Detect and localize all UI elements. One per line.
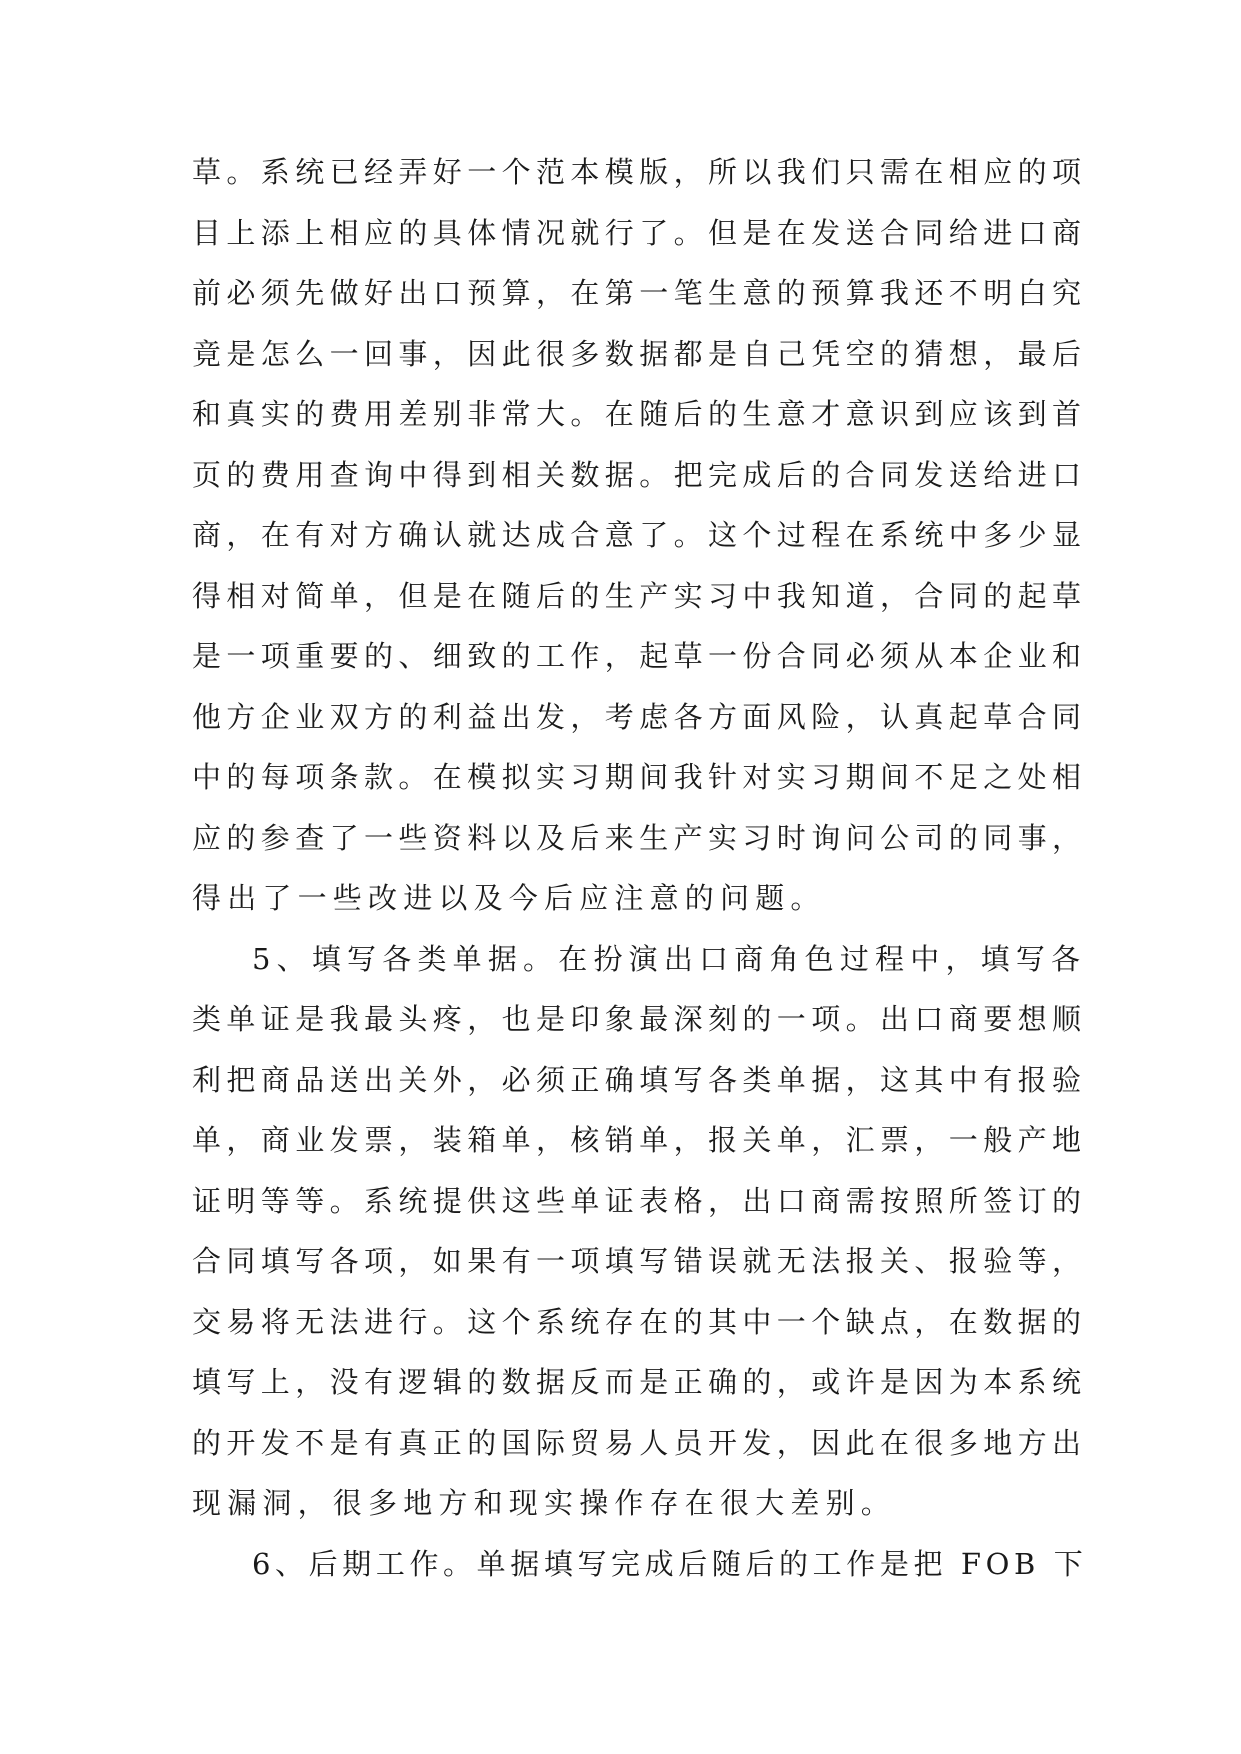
text-line-13: 得出了一些改进以及今后应注意的问题。 — [192, 881, 826, 915]
text-line-15: 类单证是我最头疼，也是印象最深刻的一项。出口商要想顺 — [192, 1002, 1087, 1036]
text-line-10: 他方企业双方的利益出发，考虑各方面风险，认真起草合同 — [192, 700, 1087, 734]
text-line-18: 证明等等。系统提供这些单证表格，出口商需按照所签订的 — [192, 1184, 1087, 1218]
text-line-16: 利把商品送出关外，必须正确填写各类单据，这其中有报验 — [192, 1063, 1087, 1097]
text-line-19: 合同填写各项，如果有一项填写错误就无法报关、报验等， — [192, 1244, 1087, 1278]
text-line-7: 商，在有对方确认就达成合意了。这个过程在系统中多少显 — [192, 518, 1087, 552]
text-line-23: 现漏洞，很多地方和现实操作存在很大差别。 — [192, 1486, 897, 1520]
text-line-20: 交易将无法进行。这个系统存在的其中一个缺点，在数据的 — [192, 1305, 1087, 1339]
text-line-3: 前必须先做好出口预算，在第一笔生意的预算我还不明白究 — [192, 276, 1087, 310]
text-line-12: 应的参查了一些资料以及后来生产实习时询问公司的同事， — [192, 821, 1087, 855]
text-line-11: 中的每项条款。在模拟实习期间我针对实习期间不足之处相 — [192, 760, 1087, 794]
text-line-22: 的开发不是有真正的国际贸易人员开发，因此在很多地方出 — [192, 1426, 1087, 1460]
text-line-5: 和真实的费用差别非常大。在随后的生意才意识到应该到首 — [192, 397, 1087, 431]
text-line-8: 得相对简单，但是在随后的生产实习中我知道，合同的起草 — [192, 579, 1087, 613]
paragraph-6-line-1: 6、后期工作。单据填写完成后随后的工作是把 FOB 下 — [252, 1547, 1088, 1581]
text-line-17: 单，商业发票，装箱单，核销单，报关单，汇票，一般产地 — [192, 1123, 1087, 1157]
text-line-2: 目上添上相应的具体情况就行了。但是在发送合同给进口商 — [192, 216, 1087, 250]
text-line-4: 竟是怎么一回事，因此很多数据都是自己凭空的猜想，最后 — [192, 337, 1087, 371]
text-line-21: 填写上，没有逻辑的数据反而是正确的，或许是因为本系统 — [192, 1365, 1087, 1399]
paragraph-5-line-1: 5、填写各类单据。在扮演出口商角色过程中，填写各 — [252, 942, 1087, 976]
text-line-1: 草。系统已经弄好一个范本模版，所以我们只需在相应的项 — [192, 155, 1087, 189]
text-line-6: 页的费用查询中得到相关数据。把完成后的合同发送给进口 — [192, 458, 1087, 492]
text-line-9: 是一项重要的、细致的工作，起草一份合同必须从本企业和 — [192, 639, 1087, 673]
